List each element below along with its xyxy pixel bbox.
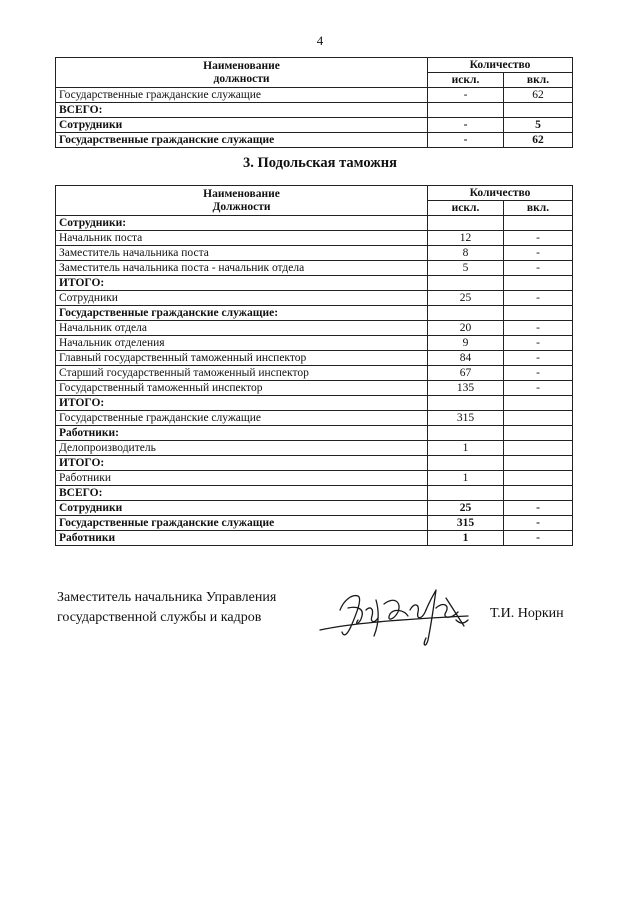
incl-count-cell — [504, 306, 573, 321]
table-row — [56, 351, 573, 366]
header-incl: вкл. — [504, 201, 573, 216]
incl-count-cell: 5 — [504, 118, 573, 133]
table-row — [56, 441, 573, 456]
excl-count-cell — [428, 216, 504, 231]
table-row — [56, 456, 573, 471]
excl-count-cell: 1 — [428, 531, 504, 546]
excl-count-cell — [428, 103, 504, 118]
excl-count-cell: 25 — [428, 291, 504, 306]
header-excl: искл. — [428, 201, 504, 216]
excl-count-cell — [428, 396, 504, 411]
table-row — [56, 411, 573, 426]
header-excl: искл. — [428, 73, 504, 88]
incl-count-cell — [504, 486, 573, 501]
excl-count-cell: 5 — [428, 261, 504, 276]
excl-count-cell: 315 — [428, 516, 504, 531]
staff-table-2 — [55, 185, 573, 546]
position-name-cell: Сотрудники — [56, 118, 428, 133]
table-row — [56, 471, 573, 486]
header-quantity: Количество — [428, 58, 573, 73]
table-row — [56, 396, 573, 411]
excl-count-cell: 1 — [428, 441, 504, 456]
position-name-cell: Работники — [56, 531, 428, 546]
incl-count-cell — [504, 396, 573, 411]
incl-count-cell — [504, 103, 573, 118]
table-row — [56, 321, 573, 336]
incl-count-cell: - — [504, 321, 573, 336]
table-row — [56, 516, 573, 531]
excl-count-cell — [428, 456, 504, 471]
header-quantity: Количество — [428, 186, 573, 201]
staff-table-1 — [55, 57, 573, 148]
table-row — [56, 261, 573, 276]
header-name-line2: Должности — [212, 200, 271, 213]
table-header-row — [56, 186, 573, 201]
table-row — [56, 501, 573, 516]
incl-count-cell: - — [504, 366, 573, 381]
incl-count-cell — [504, 456, 573, 471]
position-name-cell: Главный государственный таможенный инспектор — [56, 351, 428, 366]
incl-count-cell: 62 — [504, 133, 573, 148]
position-name-cell: Государственные гражданские служащие — [56, 133, 428, 148]
incl-count-cell — [504, 471, 573, 486]
position-name-cell: ИТОГО: — [56, 276, 428, 291]
table-row — [56, 276, 573, 291]
position-name-cell: Государственные гражданские служащие — [56, 516, 428, 531]
incl-count-cell — [504, 426, 573, 441]
incl-count-cell: - — [504, 516, 573, 531]
incl-count-cell: - — [504, 261, 573, 276]
table-row — [56, 291, 573, 306]
incl-count-cell — [504, 276, 573, 291]
excl-count-cell: 315 — [428, 411, 504, 426]
table-row — [56, 381, 573, 396]
table-row — [56, 133, 573, 148]
table-row — [56, 246, 573, 261]
header-name-line1: Наименование — [203, 59, 280, 72]
excl-count-cell: 20 — [428, 321, 504, 336]
position-name-cell: Начальник отдела — [56, 321, 428, 336]
table-row — [56, 103, 573, 118]
position-name-cell: Начальник поста — [56, 231, 428, 246]
excl-count-cell — [428, 486, 504, 501]
incl-count-cell: - — [504, 246, 573, 261]
table-row — [56, 486, 573, 501]
excl-count-cell: 67 — [428, 366, 504, 381]
position-name-cell: ИТОГО: — [56, 396, 428, 411]
position-name-cell: Начальник отделения — [56, 336, 428, 351]
table-row — [56, 306, 573, 321]
table-row — [56, 231, 573, 246]
position-name-cell: Работники: — [56, 426, 428, 441]
excl-count-cell: 135 — [428, 381, 504, 396]
table-row — [56, 118, 573, 133]
table-row — [56, 366, 573, 381]
signer-name: Т.И. Норкин — [490, 606, 564, 621]
position-name-cell: Делопроизводитель — [56, 441, 428, 456]
incl-count-cell: - — [504, 531, 573, 546]
section-title: 3. Подольская таможня — [243, 155, 397, 171]
position-name-cell: Сотрудники: — [56, 216, 428, 231]
table-header-row — [56, 58, 573, 73]
excl-count-cell — [428, 276, 504, 291]
excl-count-cell — [428, 426, 504, 441]
position-name-cell: Заместитель начальника поста - начальник отдела — [56, 261, 428, 276]
incl-count-cell — [504, 411, 573, 426]
header-position-name — [56, 58, 428, 88]
table-row — [56, 426, 573, 441]
position-name-cell: ВСЕГО: — [56, 486, 428, 501]
position-name-cell: Сотрудники — [56, 291, 428, 306]
header-name-line2: должности — [213, 72, 270, 85]
position-name-cell: Государственные гражданские служащие — [56, 411, 428, 426]
table-row — [56, 336, 573, 351]
table-row — [56, 216, 573, 231]
header-position-name — [56, 186, 428, 216]
incl-count-cell: - — [504, 501, 573, 516]
position-name-cell: Работники — [56, 471, 428, 486]
position-name-cell: Старший государственный таможенный инспектор — [56, 366, 428, 381]
excl-count-cell: - — [428, 133, 504, 148]
excl-count-cell — [428, 306, 504, 321]
incl-count-cell — [504, 216, 573, 231]
position-name-cell: ВСЕГО: — [56, 103, 428, 118]
incl-count-cell: - — [504, 381, 573, 396]
incl-count-cell: 62 — [504, 88, 573, 103]
signer-position-line1: Заместитель начальника Управления — [57, 590, 277, 605]
incl-count-cell: - — [504, 351, 573, 366]
excl-count-cell: 12 — [428, 231, 504, 246]
excl-count-cell: 84 — [428, 351, 504, 366]
handwritten-signature — [318, 580, 478, 652]
excl-count-cell: - — [428, 88, 504, 103]
incl-count-cell: - — [504, 231, 573, 246]
excl-count-cell: 8 — [428, 246, 504, 261]
position-name-cell: ИТОГО: — [56, 456, 428, 471]
excl-count-cell: 1 — [428, 471, 504, 486]
position-name-cell: Государственные гражданские служащие — [56, 88, 428, 103]
excl-count-cell: 9 — [428, 336, 504, 351]
incl-count-cell: - — [504, 336, 573, 351]
incl-count-cell: - — [504, 291, 573, 306]
table-row — [56, 88, 573, 103]
header-incl: вкл. — [504, 73, 573, 88]
signer-position — [57, 588, 276, 628]
excl-count-cell: 25 — [428, 501, 504, 516]
header-name-line1: Наименование — [203, 187, 280, 200]
position-name-cell: Заместитель начальника поста — [56, 246, 428, 261]
page-number: 4 — [316, 33, 324, 48]
position-name-cell: Сотрудники — [56, 501, 428, 516]
position-name-cell: Государственные гражданские служащие: — [56, 306, 428, 321]
signer-position-line2: государственной службы и кадров — [57, 610, 262, 625]
excl-count-cell: - — [428, 118, 504, 133]
incl-count-cell — [504, 441, 573, 456]
position-name-cell: Государственный таможенный инспектор — [56, 381, 428, 396]
table-row — [56, 531, 573, 546]
